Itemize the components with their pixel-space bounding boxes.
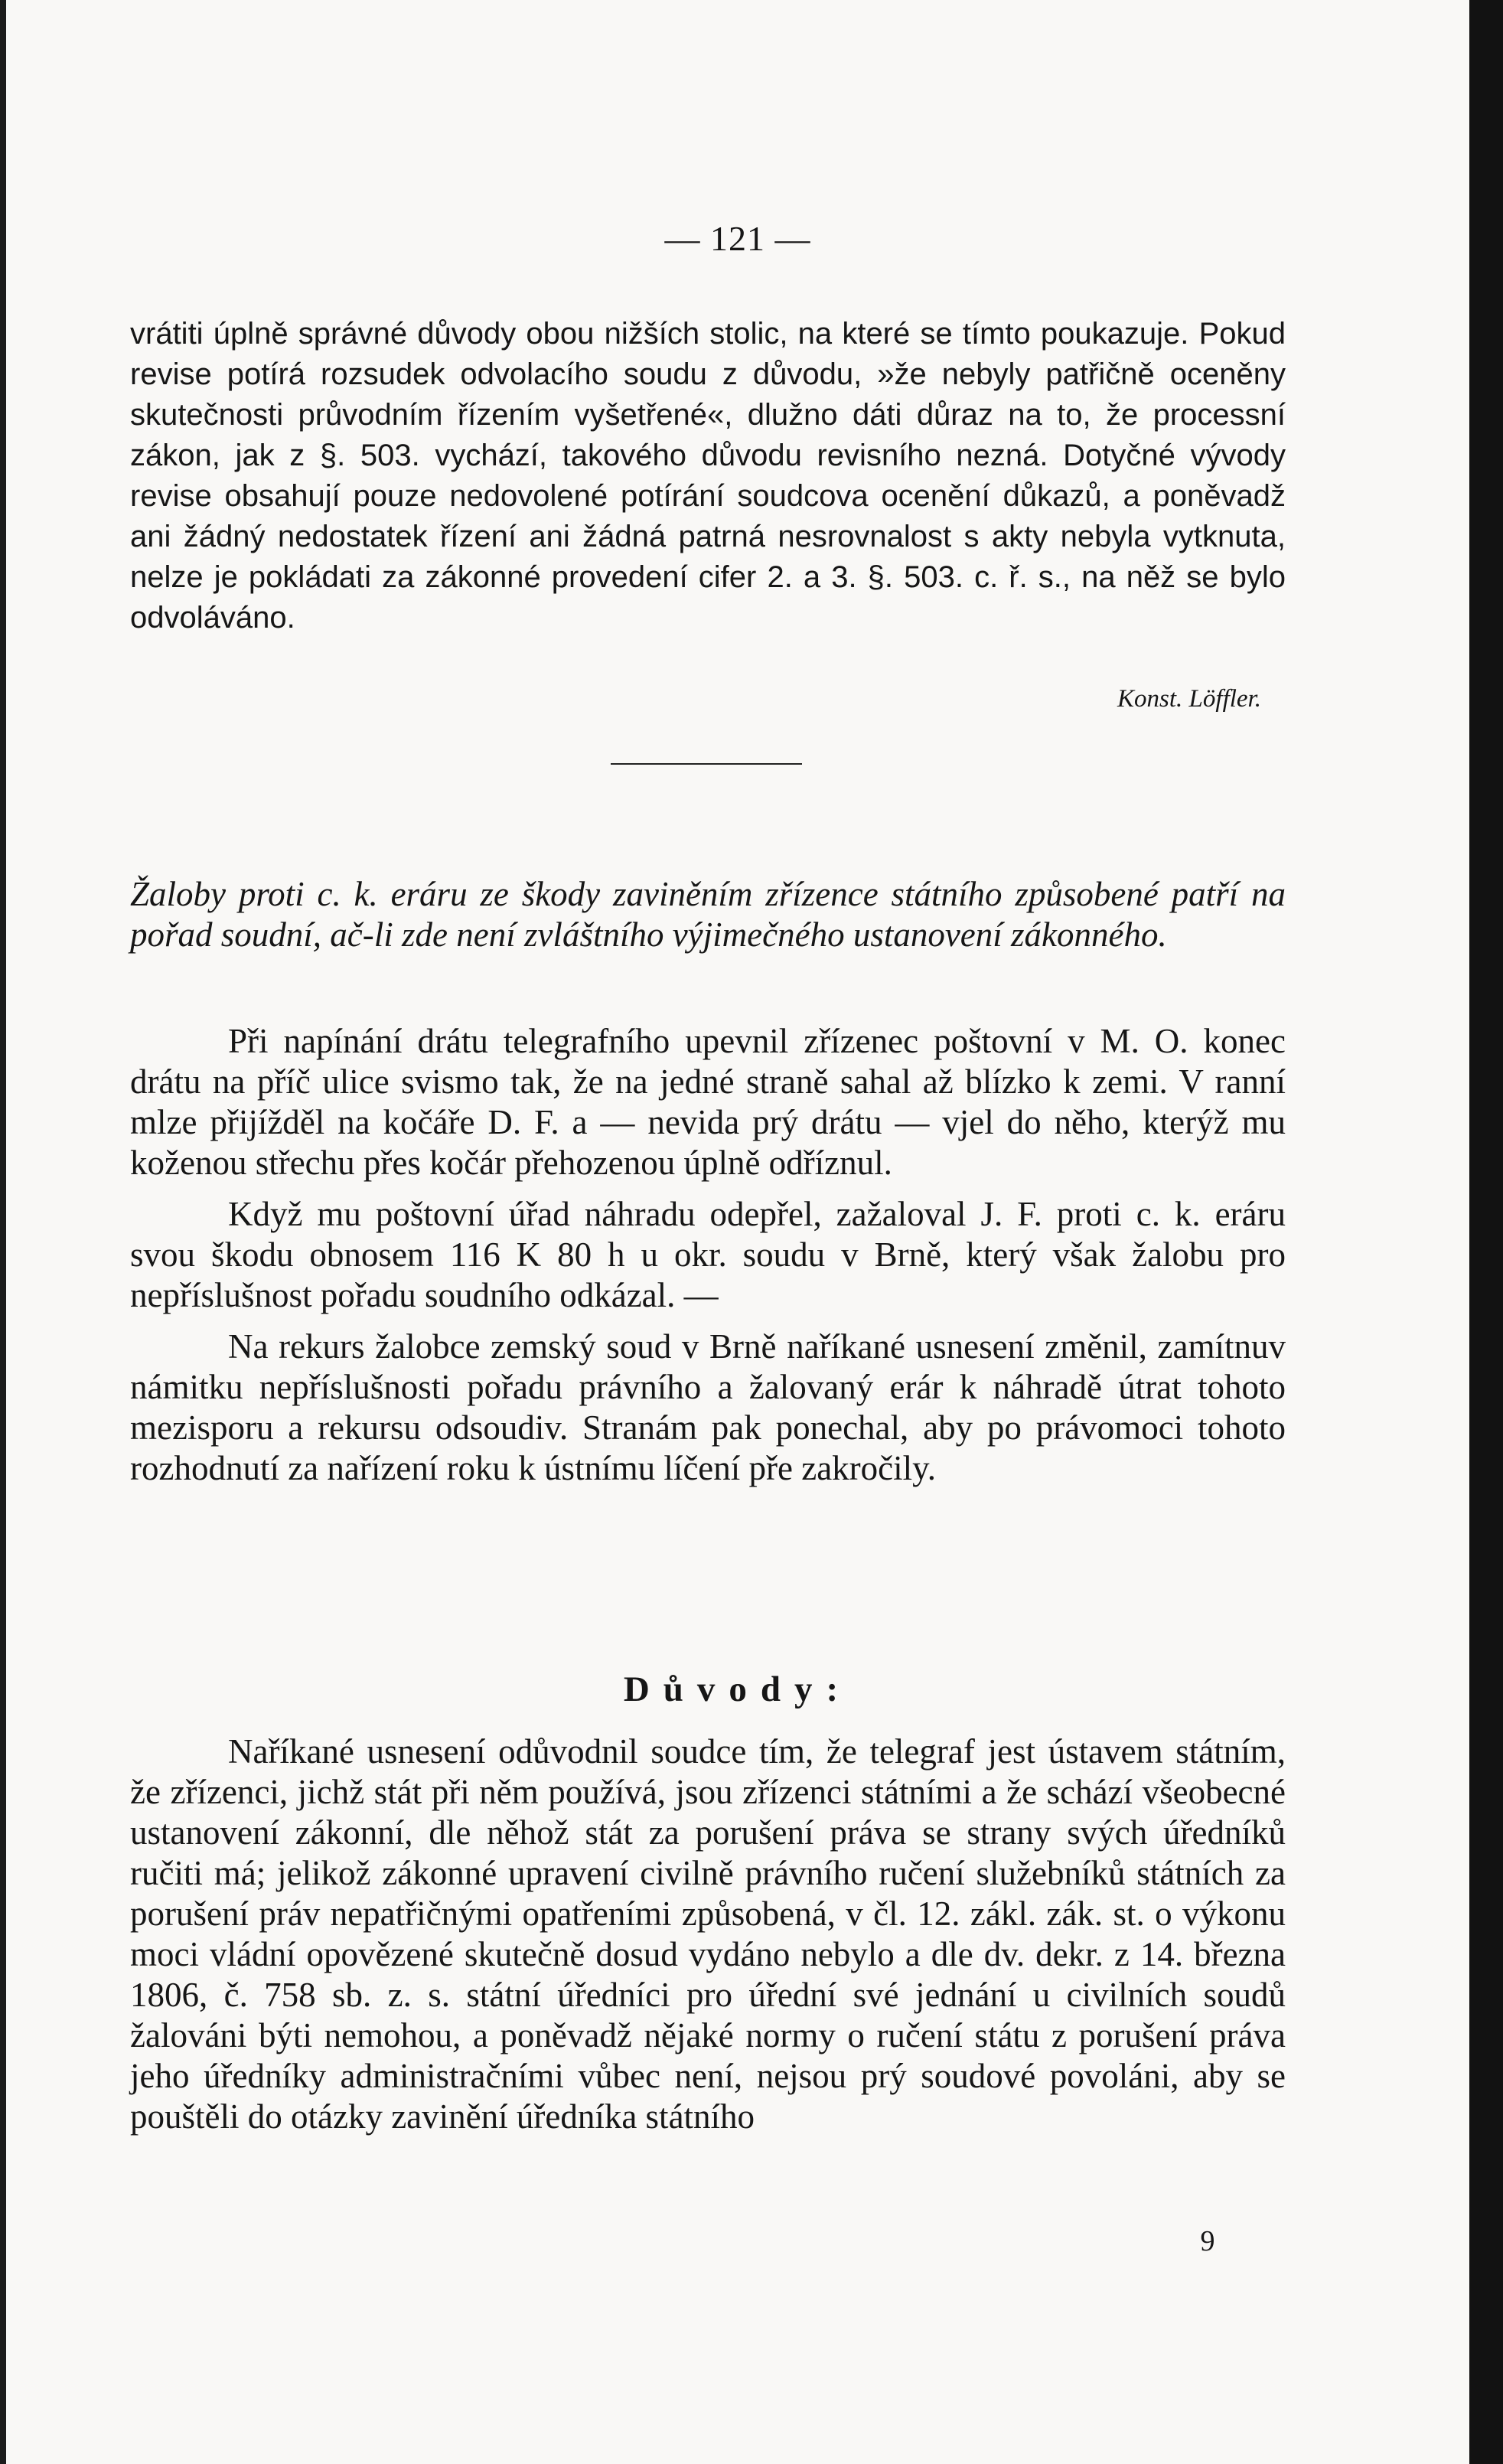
paragraph-facts-2: Když mu poštovní úřad náhradu odepřel, zažaloval J. F. proti c. k. eráru svou škodu obnosem 116 K 80 h u okr. soudu v Brně, který však žalobu pro nepříslušnost pořadu soudního odkázal. — [130, 1195, 1286, 1314]
case-facts [130, 1021, 1286, 1489]
paragraph-revision: vrátiti úplně správné důvody obou nižších stolic, na které se tímto poukazuje. Pokud revise potírá rozsudek odvolacího soudu z důvodu, »že nebyly patřičně oceněny skutečnosti průvodním řízením vyšetřené«, dlužno dáti důraz na to, že processní zákon, jak z §. 503. vychází, takového důvodu revisního nezná. Dotyčné vývody revise obsahují pouze nedovolené potírání soudcova ocenění důkazů, a poněvadž ani žádný nedostatek řízení ani žádná patrná nesrovnalost s akty nebyla vytknuta, nelze je pokládati za zákonné provedení cifer 2. a 3. §. 503. c. ř. s., na něž se bylo odvoláváno. [130, 317, 1286, 635]
paragraph-facts-3: Na rekurs žalobce zemský soud v Brně naříkané usnesení změnil, zamítnuv námitku nepříslušnosti pořadu právního a žalovaný erár k náhradě útrat tohoto mezisporu a rekursu odsoudiv. Stranám pak ponechal, aby po právomoci tohoto rozhodnutí za nařízení roku k ústnímu líčení pře zakročily. [130, 1327, 1286, 1487]
section-divider [611, 763, 802, 765]
page-number: — 121 — [664, 219, 811, 258]
signature-mark: 9 [1200, 2225, 1215, 2257]
headnote [130, 874, 1286, 955]
section-revision-text [130, 314, 1286, 638]
headnote-text: Žaloby proti c. k. eráru ze škody zaviněním zřízence státního způsobené patří na pořad soudní, ač-li zde není zvláštního výjimečného ustanovení zákonného. [130, 875, 1286, 954]
paragraph-reasons: Naříkané usnesení odůvodnil soudce tím, že telegraf jest ústavem státním, že zřízenci, jichž stát při něm používá, jsou zřízenci státními a že schází všeobecné ustanovení zákonní, dle něhož stát za porušení práva se strany svých úředníků ručiti má; jelikož zákonné upravení civilně právního ručení služebníků státních za porušení práv nepatřičnými opatřeními způsobená, v čl. 12. zákl. zák. st. o výkonu moci vládní opovězené skutečně dosud vydáno nebylo a dle dv. dekr. z 14. března 1806, č. 758 sb. z. s. státní úředníci pro úřední své jednání u civilních soudů žalováni býti nemohou, a poněvadž nějaké normy o ručení státu z porušení práva jeho úředníky administračními vůbec není, nejsou prý soudové povoláni, aby se pouštěli do otázky zavinění úředníka státního [130, 1732, 1286, 2136]
reasons-section [130, 1731, 1286, 2137]
reasons-heading: Důvody: [623, 1669, 853, 1709]
author-signature: Konst. Löffler. [1117, 685, 1261, 713]
scan-border [1469, 0, 1503, 2464]
paragraph-facts-1: Při napínání drátu telegrafního upevnil zřízenec poštovní v M. O. konec drátu na příč ulice svismo tak, že na jedné straně sahal až blízko k zemi. V ranní mlze přijížděl na kočáře D. F. a — nevida prý drátu — vjel do něho, kterýž mu koženou střechu přes kočár přehozenou úplně odříznul. [130, 1022, 1286, 1182]
document-page [6, 0, 1469, 2464]
